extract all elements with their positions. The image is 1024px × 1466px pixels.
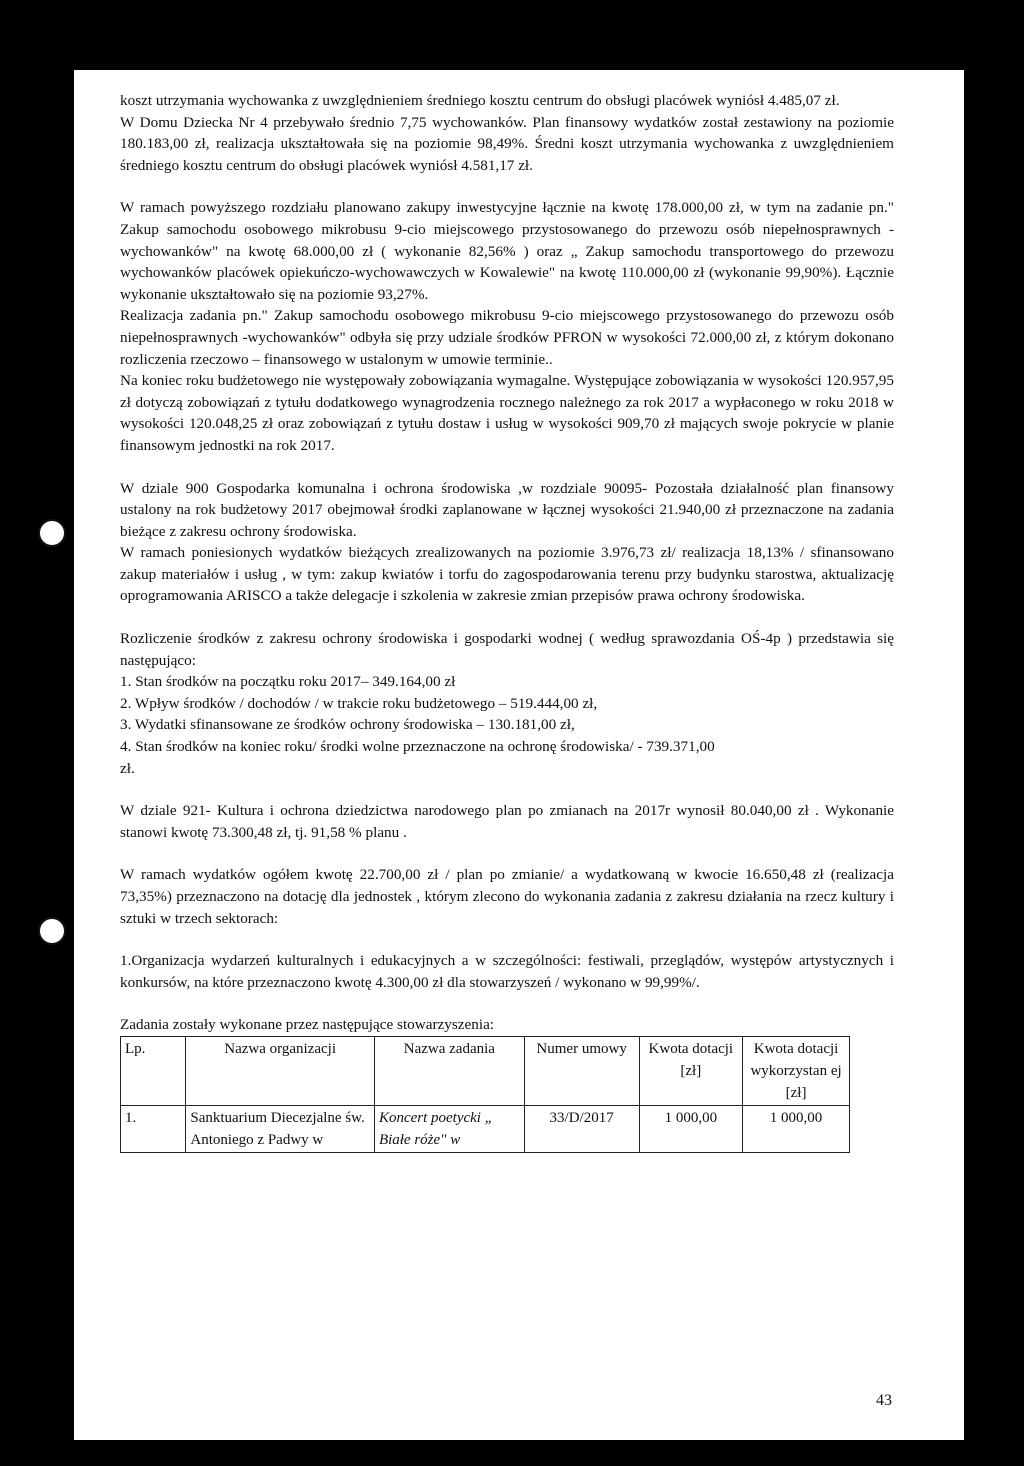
column-header: Nazwa organizacji [186, 1036, 375, 1105]
table-row [121, 1105, 850, 1152]
list-item: 4. Stan środków na koniec roku/ środki wolne przeznaczone na ochronę środowiska/ - 739.371,00 [120, 738, 715, 756]
punch-hole-icon [38, 917, 66, 945]
page-number: 43 [876, 1392, 892, 1409]
table-cell: 1 000,00 [639, 1105, 743, 1152]
list-item: 2. Wpływ środków / dochodów / w trakcie roku budżetowego – 519.444,00 zł, [120, 694, 598, 712]
paragraph: W dziale 921- Kultura i ochrona dziedzictwa narodowego plan po zmianach na 2017r wynosił 80.040,00 zł . Wykonanie stanowi kwotę 73.300,48 zł, tj. 91,58 % planu . [120, 802, 894, 841]
table-header-row [121, 1036, 850, 1105]
paragraph: 1.Organizacja wydarzeń kulturalnych i edukacyjnych a w szczególności: festiwali, przeglądów, występów artystycznych i konkursów, na które przeznaczono kwotę 4.300,00 zł dla stowarzyszeń / wykonano w 99,99%/. [120, 952, 894, 991]
column-header: Numer umowy [524, 1036, 639, 1105]
punch-hole-icon [38, 519, 66, 547]
list-tail: zł. [120, 759, 135, 777]
paragraph: Realizacja zadania pn." Zakup samochodu osobowego mikrobusu 9-cio miejscowego przystosowanego do przewozu osób niepełnosprawnych -wychowanków" odbyła się przy udziale środków PFRON w wysokości 72.000,00 zł, z którym dokonano rozliczenia rzeczowo – finansowego w ustalonym w umowie terminie.. [120, 307, 894, 368]
table-cell: 1 000,00 [743, 1105, 850, 1152]
column-header: Lp. [121, 1036, 186, 1105]
paragraph: W ramach powyższego rozdziału planowano zakupy inwestycyjne łącznie na kwotę 178.000,00 zł, w tym na zadanie pn." Zakup samochodu osobowego mikrobusu 9-cio miejscowego przystosowanego do przewozu osób niepełnosprawnych -wychowanków" na kwotę 68.000,00 zł ( wykonanie 82,56% ) oraz „ Zakup samochodu transportowego do przewozu wychowanków placówek opiekuńczo-wychowawczych w Kowalewie" na kwotę 110.000,00 zł (wykonanie 99,90%). Łącznie wykonanie ukształtowało się na poziomie 93,27%. [120, 199, 894, 303]
column-header: Kwota dotacji [zł] [639, 1036, 743, 1105]
table-cell: 1. [121, 1105, 186, 1152]
paragraph: Na koniec roku budżetowego nie występowały zobowiązania wymagalne. Występujące zobowiązania w wysokości 120.957,95 zł dotyczą zobowiązań z tytułu dodatkowego wynagrodzenia rocznego należnego za rok 2017 a wypłaconego w roku 2018 w wysokości 120.048,25 zł oraz zobowiązań z tytułu dostaw i usług w wysokości 909,70 zł mających swoje pokrycie w planie finansowym jednostki na rok 2017. [120, 372, 894, 454]
table-cell [374, 1105, 524, 1152]
paragraph: W ramach wydatków ogółem kwotę 22.700,00 zł / plan po zmianie/ a wydatkowaną w kwocie 16.650,48 zł (realizacja 73,35%) przeznaczono na dotację dla jednostek , którym zlecono do wykonania zadania z zakresu działania na rzecz kultury i sztuki w trzech sektorach: [120, 866, 894, 927]
list-item: 3. Wydatki sfinansowane ze środków ochrony środowiska – 130.181,00 zł, [120, 716, 575, 734]
list-item: 1. Stan środków na początku roku 2017– 349.164,00 zł [120, 673, 456, 691]
table-cell: Sanktuarium Diecezjalne św. Antoniego z Padwy w [186, 1105, 375, 1152]
column-header: Nazwa zadania [374, 1036, 524, 1105]
paragraph: W Domu Dziecka Nr 4 przebywało średnio 7,75 wychowanków. Plan finansowy wydatków został zestawiony na poziomie 180.183,00 zł, realizacja ukształtowała się na poziomie 98,49%. Średni koszt utrzymania wychowanka z uwzględnieniem średniego kosztu centrum do obsługi placówek wyniósł 4.581,17 zł. [120, 113, 894, 174]
paragraph: koszt utrzymania wychowanka z uwzględnieniem średniego kosztu centrum do obsługi placówek wyniósł 4.485,07 zł. [120, 92, 840, 109]
table-cell-italic: Koncert poetycki „ Białe róże" w [378, 1109, 494, 1148]
document-body [120, 90, 894, 1153]
table-cell: 33/D/2017 [524, 1105, 639, 1152]
column-header: Kwota dotacji wykorzystan ej [zł] [743, 1036, 850, 1105]
table-caption: Zadania zostały wykonane przez następujące stowarzyszenia: [120, 1016, 495, 1034]
paragraph: W ramach poniesionych wydatków bieżących zrealizowanych na poziomie 3.976,73 zł/ realizacja 18,13% / sfinansowano zakup materiałów i usług , w tym: zakup kwiatów i torfu do zagospodarowania terenu przy budynku starostwa, aktualizację oprogramowania ARISCO a także delegacje i szkolenia w zakresie zmian przepisów prawa ochrony środowiska. [120, 544, 894, 605]
paragraph: W dziale 900 Gospodarka komunalna i ochrona środowiska ,w rozdziale 90095- Pozostała działalność plan finansowy ustalony na rok budżetowy 2017 obejmował środki zaplanowane w łącznej wysokości 21.940,00 zł przeznaczone na zadania bieżące z zakresu ochrony środowiska. [120, 479, 894, 540]
grants-table [120, 1036, 850, 1153]
paragraph: Rozliczenie środków z zakresu ochrony środowiska i gospodarki wodnej ( według sprawozdania OŚ-4p ) przedstawia się następująco: [120, 630, 894, 669]
